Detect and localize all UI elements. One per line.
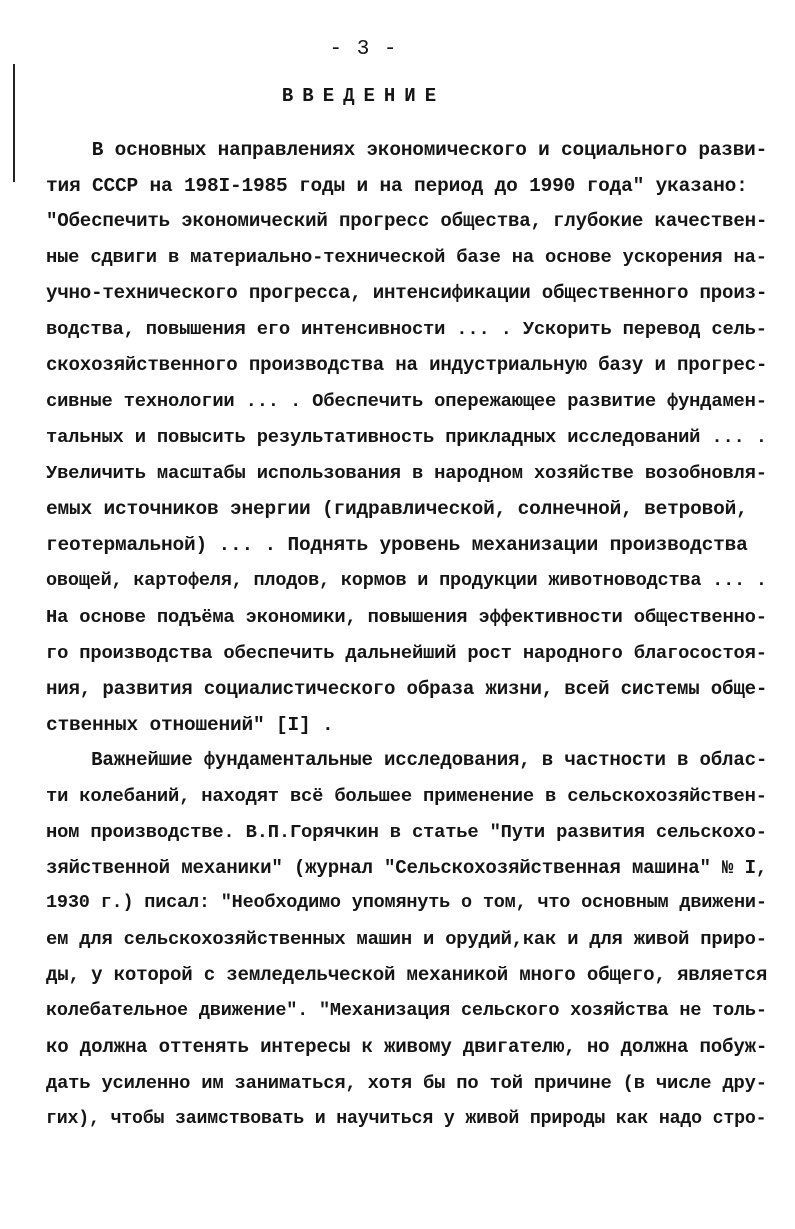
- page-number: - 3 -: [329, 38, 398, 61]
- text-line: го производства обеспечить дальнейший рост народного благосостоя-: [46, 642, 767, 664]
- page-title: ВВЕДЕНИЕ: [281, 85, 446, 107]
- text-line: Увеличить масштабы использования в народном хозяйстве возобновля-: [46, 462, 767, 484]
- text-line: ные сдвиги в материально-технической базе на основе ускорения на-: [46, 246, 767, 268]
- text-line: скохозяйственного производства на индустриальную базу и прогрес-: [46, 354, 768, 376]
- text-line: учно-технического прогресса, интенсификации общественного произ-: [46, 282, 768, 304]
- text-line: сивные технологии ... . Обеспечить опережающее развитие фундамен-: [46, 390, 767, 412]
- text-line: водства, повышения его интенсивности ... . Ускорить перевод сель-: [46, 318, 767, 340]
- text-line: зяйственной механики" (журнал "Сельскохозяйственная машина" № I,: [46, 857, 768, 879]
- text-line: ственных отношений" [I] .: [46, 714, 334, 736]
- text-line: дать усиленно им заниматься, хотя бы по той причине (в числе дру-: [46, 1072, 767, 1094]
- text-line: Важнейшие фундаментальные исследования, в частности в облас-: [46, 749, 768, 771]
- text-line: ти колебаний, находят всё большее применение в сельскохозяйствен-: [46, 785, 767, 807]
- text-line: колебательное движение". "Механизация сельского хозяйства не толь-: [46, 1000, 767, 1021]
- text-line: геотермальной) ... . Поднять уровень механизации производства: [46, 534, 748, 556]
- text-line: тальных и повысить результативность прикладных исследований ... .: [46, 426, 767, 448]
- text-line: гих), чтобы заимствовать и научиться у живой природы как надо стро-: [46, 1109, 767, 1129]
- text-line: 1930 г.) писал: "Необходимо упомянуть о том, что основным движени-: [46, 892, 767, 913]
- text-line: емых источников энергии (гидравлической, солнечной, ветровой,: [46, 498, 748, 520]
- text-line: "Обеспечить экономический прогресс общества, глубокие качествен-: [46, 210, 768, 232]
- text-line: тия СССР на 198I-1985 годы и на период до 1990 года" указано:: [46, 175, 748, 197]
- text-line: ды, у которой с земледельческой механикой много общего, является: [46, 964, 768, 986]
- text-line: ко должна оттенять интересы к живому двигателю, но должна побуж-: [46, 1036, 768, 1058]
- text-line: ния, развития социалистического образа жизни, всей системы обще-: [46, 678, 768, 700]
- text-line: ном производстве. В.П.Горячкин в статье "Пути развития сельскохо-: [46, 821, 767, 843]
- text-line: ем для сельскохозяйственных машин и орудий,как и для живой приро-: [46, 928, 767, 950]
- text-line: В основных направлениях экономического и социального разви-: [46, 139, 768, 161]
- text-line: овощей, картофеля, плодов, кормов и продукции животноводства ... .: [46, 570, 767, 591]
- text-line: На основе подъёма экономики, повышения эффективности общественно-: [46, 606, 767, 628]
